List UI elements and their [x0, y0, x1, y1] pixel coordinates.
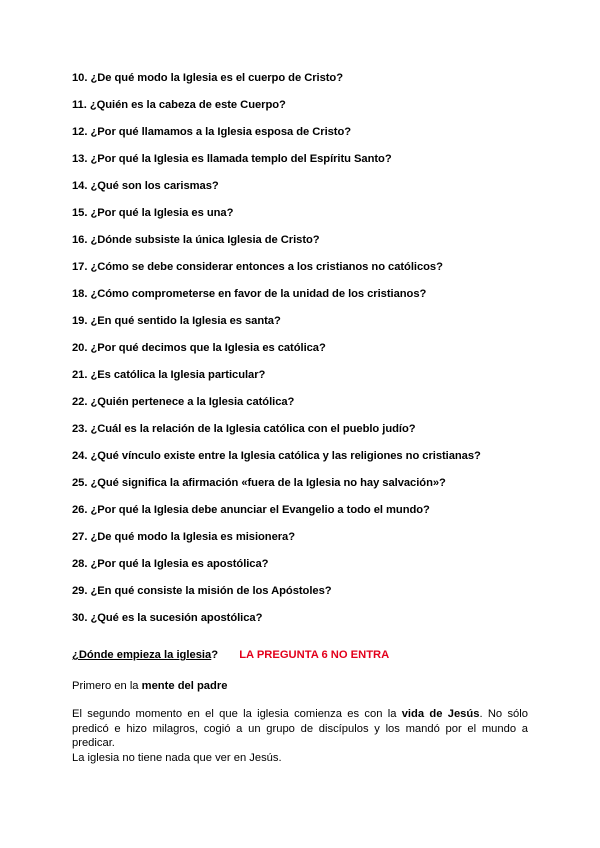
section-heading — [72, 648, 389, 662]
paragraph-second-suffix: . No sólo — [479, 708, 528, 720]
section-heading-mark: ? — [211, 649, 219, 661]
question-27: 27. ¿De qué modo la Iglesia es misionera? — [72, 531, 296, 543]
paragraph-second-line-4: La iglesia no tiene nada que ver en Jesús. — [72, 751, 282, 764]
section-heading-text: ¿Dónde empieza la iglesia — [72, 649, 212, 661]
question-10: 10. ¿De qué modo la Iglesia es el cuerpo de Cristo? — [72, 72, 343, 84]
question-25: 25. ¿Qué significa la afirmación «fuera de la Iglesia no hay salvación»? — [72, 477, 446, 489]
paragraph-second-line-3: predicar. — [72, 737, 115, 749]
paragraph-first-text: Primero en la — [72, 680, 142, 692]
question-11: 11. ¿Quién es la cabeza de este Cuerpo? — [72, 99, 286, 111]
exclusion-note: LA PREGUNTA 6 NO ENTRA — [239, 649, 390, 661]
question-list — [72, 71, 481, 638]
question-24: 24. ¿Qué vínculo existe entre la Iglesia católica y las religiones no cristianas? — [72, 450, 481, 462]
question-28: 28. ¿Por qué la Iglesia es apostólica? — [72, 558, 269, 570]
question-29: 29. ¿En qué consiste la misión de los Apóstoles? — [72, 585, 332, 597]
question-22: 22. ¿Quién pertenece a la Iglesia católica? — [72, 396, 295, 408]
paragraph-second-text: El segundo momento en el que la iglesia comienza es con la — [72, 708, 402, 720]
question-17: 17. ¿Cómo se debe considerar entonces a los cristianos no católicos? — [72, 261, 443, 273]
question-18: 18. ¿Cómo comprometerse en favor de la unidad de los cristianos? — [72, 288, 427, 300]
question-26: 26. ¿Por qué la Iglesia debe anunciar el Evangelio a todo el mundo? — [72, 504, 430, 516]
question-20: 20. ¿Por qué decimos que la Iglesia es católica? — [72, 342, 326, 354]
paragraph-second-line-1 — [72, 707, 528, 722]
question-30: 30. ¿Qué es la sucesión apostólica? — [72, 612, 263, 624]
paragraph-first — [72, 679, 528, 694]
paragraph-first-emphasis: mente del padre — [141, 680, 228, 692]
question-13: 13. ¿Por qué la Iglesia es llamada templo del Espíritu Santo? — [72, 153, 392, 165]
question-19: 19. ¿En qué sentido la Iglesia es santa? — [72, 315, 281, 327]
paragraph-second-line-2: predicó e hizo milagros, cogió a un grupo de discípulos y los mandó por el mundo a — [72, 722, 528, 735]
question-16: 16. ¿Dónde subsiste la única Iglesia de Cristo? — [72, 234, 320, 246]
question-21: 21. ¿Es católica la Iglesia particular? — [72, 369, 266, 381]
question-12: 12. ¿Por qué llamamos a la Iglesia esposa de Cristo? — [72, 126, 352, 138]
question-15: 15. ¿Por qué la Iglesia es una? — [72, 207, 234, 219]
question-14: 14. ¿Qué son los carismas? — [72, 180, 219, 192]
paragraph-second — [72, 707, 528, 765]
question-23: 23. ¿Cuál es la relación de la Iglesia católica con el pueblo judío? — [72, 423, 416, 435]
paragraph-second-emphasis: vida de Jesús — [401, 708, 480, 720]
